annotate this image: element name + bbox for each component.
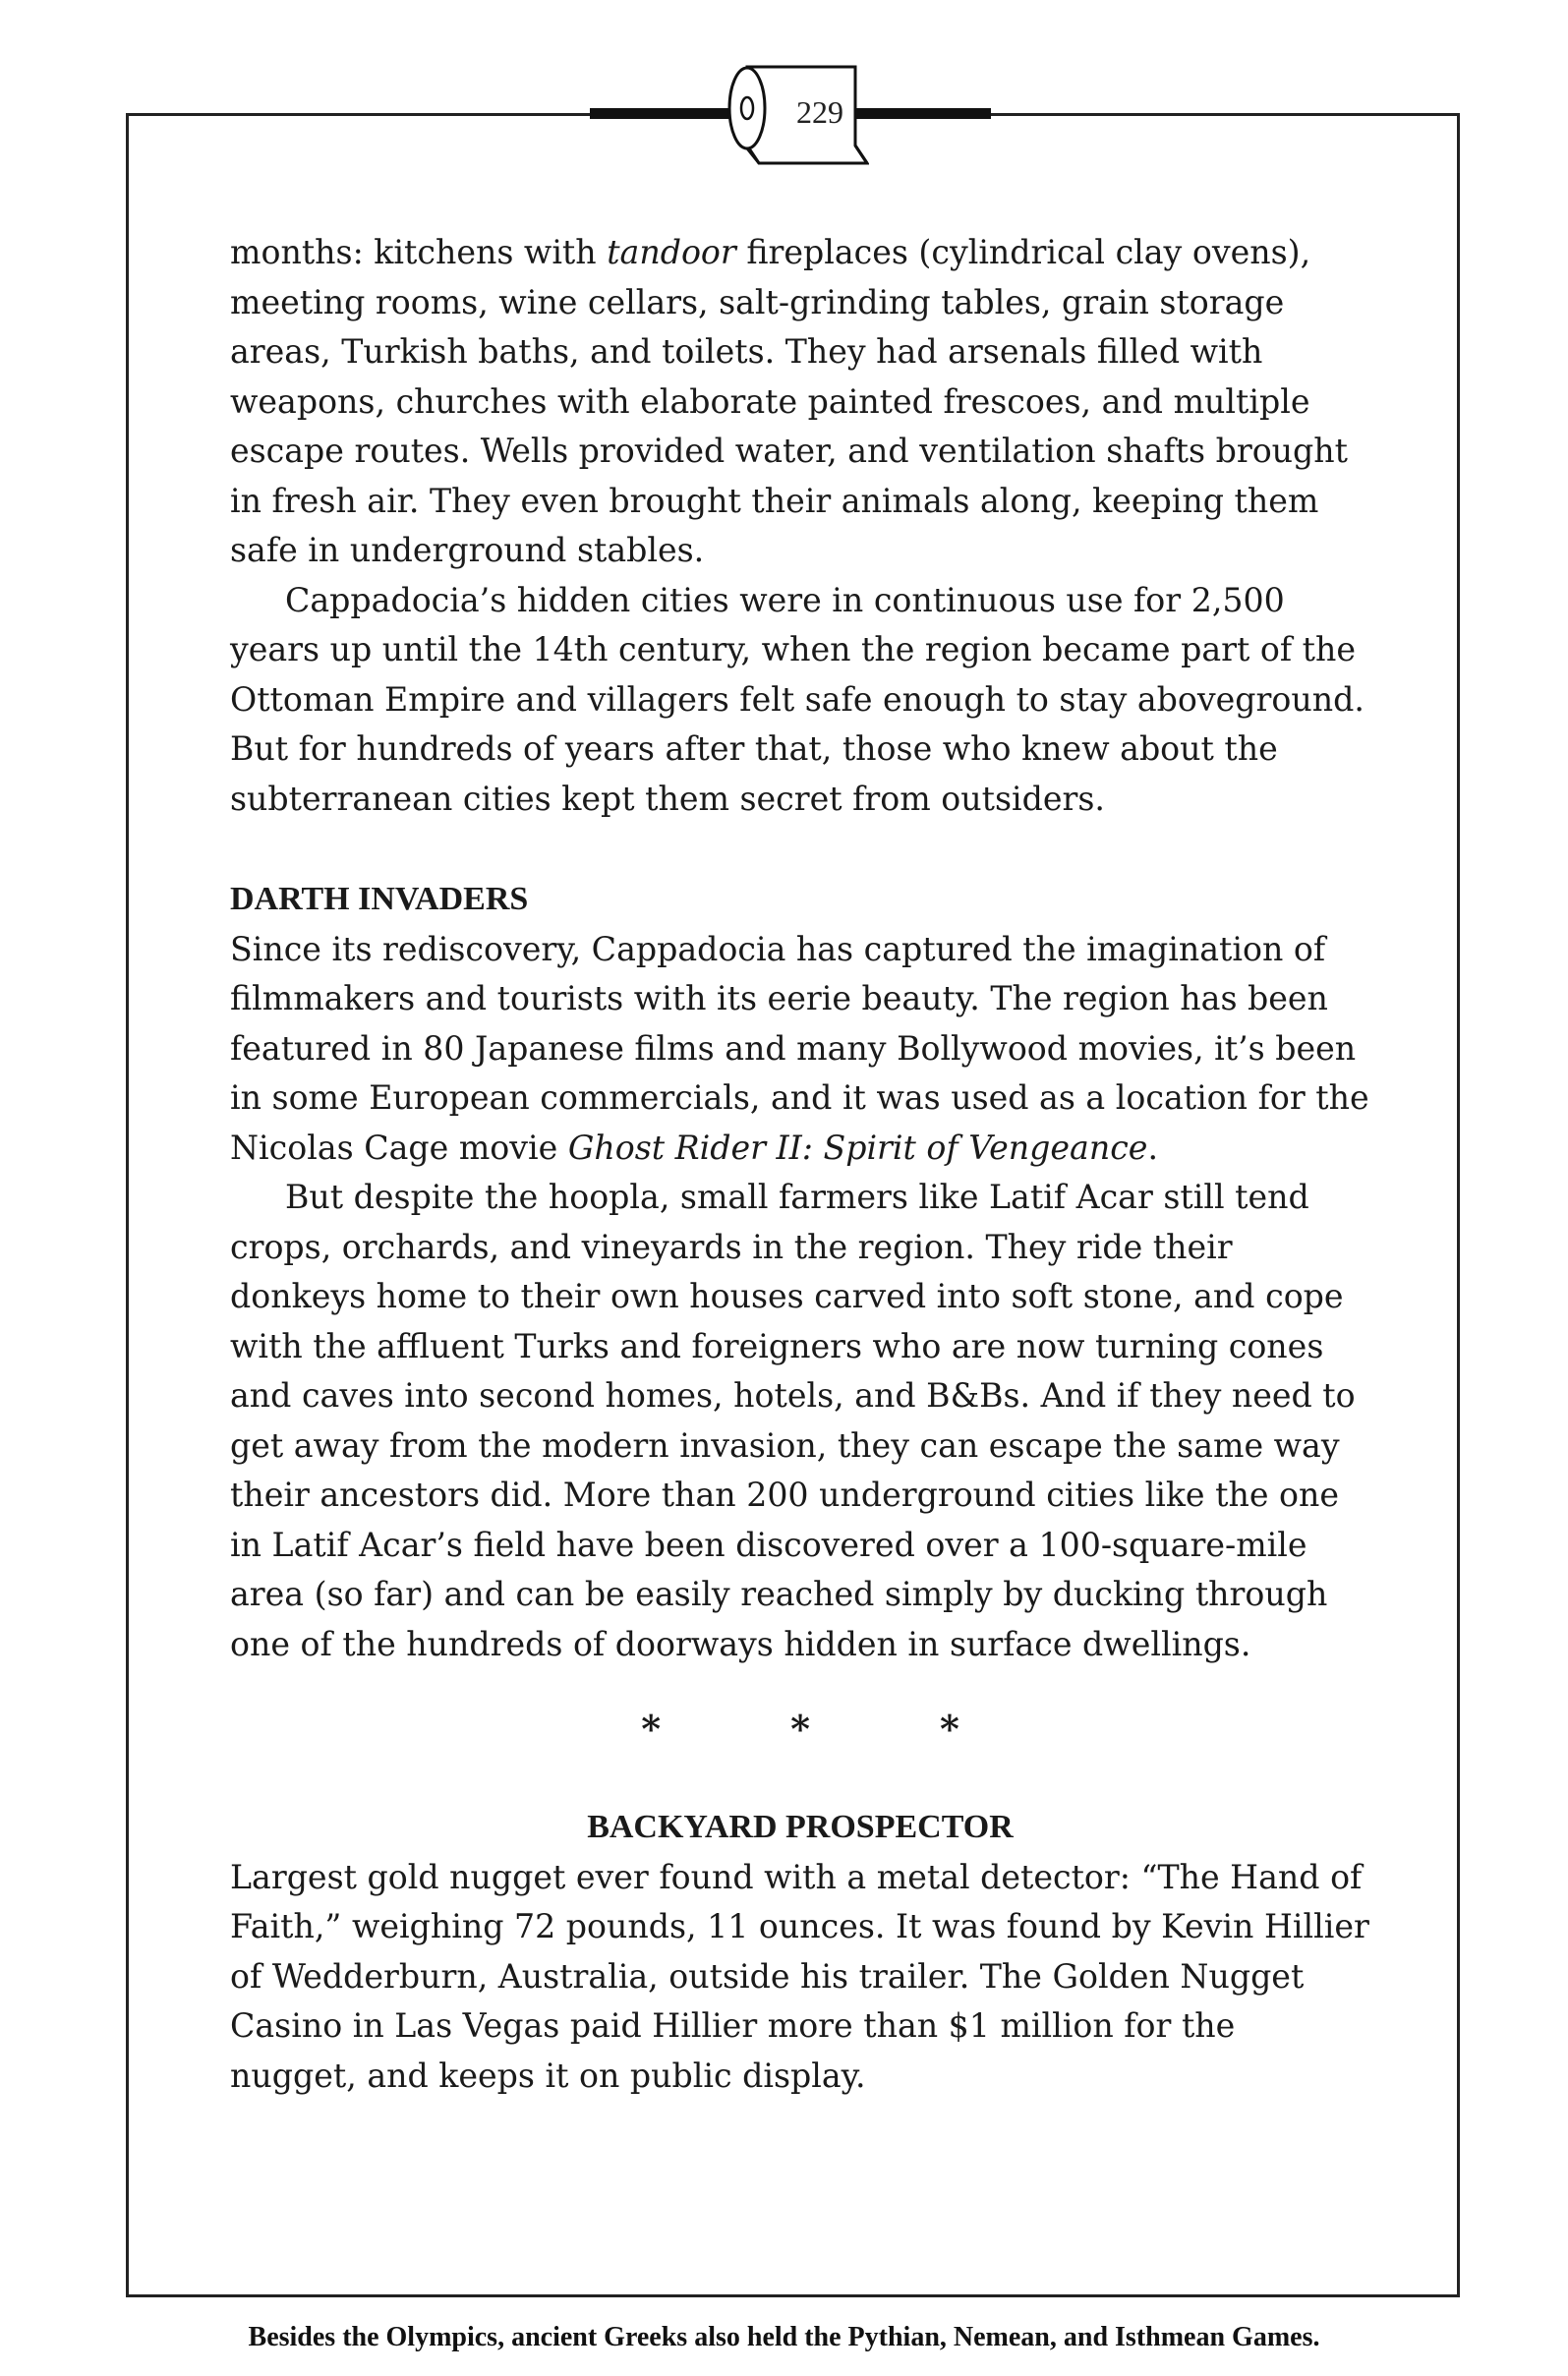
footer-fact: Besides the Olympics, ancient Greeks also held the Pythian, Nemean, and Isthmean Games.	[248, 2322, 1320, 2352]
separator-star: *	[790, 1707, 810, 1751]
section-separator	[230, 1705, 1370, 1764]
separator-star: *	[939, 1707, 959, 1751]
paragraph-continued: months: kitchens with tandoor fireplaces (cylindrical clay ovens), meeting rooms, wine cellars, salt-grinding tables, grain storage areas, Turkish baths, and toilets. They had arsenals filled with weapons, churches with elaborate painted frescoes, and multiple escape routes. Wells provided water, and ventilation shafts brought in fresh air. They even brought their animals along, keeping them safe in underground stables.	[230, 233, 1349, 569]
separator-star: *	[641, 1707, 662, 1751]
article-title-backyard-prospector: BACKYARD PROSPECTOR	[587, 1809, 1014, 1845]
page-content	[230, 228, 1370, 2101]
italic-movie-title: Ghost Rider II: Spirit of Vengeance	[567, 1128, 1148, 1167]
paragraph-hidden-cities: Cappadocia’s hidden cities were in continuous use for 2,500 years up until the 14th century, when the region became part of the Ottoman Empire and villagers felt safe enough to stay aboveground. But for hundreds of years after that, those who knew about the subterranean cities kept them secret from outsiders.	[230, 580, 1365, 818]
italic-term: tandoor	[607, 233, 736, 271]
paragraph-rediscovery: Since its rediscovery, Cappadocia has captured the imagination of filmmakers and tourists with its eerie beauty. The region has been featured in 80 Japanese films and many Bollywood movies, it’s been in some European commercials, and it was used as a location for the Nicolas Cage movie Ghost Rider II: Spirit of Vengeance.	[230, 929, 1369, 1167]
paragraph-farmers: But despite the hoopla, small farmers like Latif Acar still tend crops, orchards, and vineyards in the region. They ride their donkeys home to their own houses carved into soft stone, and cope with the affluent Turks and foreigners who are now turning cones and caves into second homes, hotels, and B&Bs. And if they need to get away from the modern invasion, they can escape the same way their ancestors did. More than 200 underground cities like the one in Latif Acar’s field have been discovered over a 100-square-mile area (so far) and can be easily reached simply by ducking through one of the hundreds of doorways hidden in surface dwellings.	[230, 1178, 1356, 1663]
subheading-darth-invaders: DARTH INVADERS	[230, 881, 529, 917]
header-rule-right	[855, 108, 991, 119]
paragraph-gold-nugget: Largest gold nugget ever found with a metal detector: “The Hand of Faith,” weighing 72 pounds, 11 ounces. It was found by Kevin Hillier of Wedderburn, Australia, outside his trailer. The Golden Nugget Casino in Las Vegas paid Hillier more than $1 million for the nugget, and keeps it on public display.	[230, 1857, 1369, 2095]
page-number: 229	[796, 94, 843, 130]
header-rule-left	[590, 108, 737, 119]
